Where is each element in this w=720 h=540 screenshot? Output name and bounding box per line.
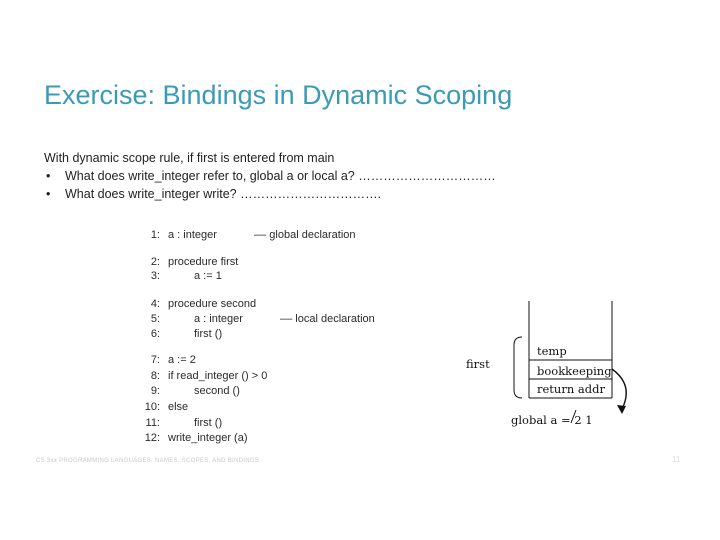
- slide-footer: CS 3xx PROGRAMMING LANGUAGES: NAMES, SCOPES, AND BINDINGS: [36, 458, 260, 464]
- line-number: 1:: [150, 229, 160, 241]
- stack-cell-return-addr: return addr: [537, 382, 605, 396]
- code-text: procedure second: [168, 298, 257, 310]
- code-text: first (): [194, 417, 223, 429]
- code-text: second (): [194, 385, 240, 397]
- code-comment: –– local declaration: [280, 313, 375, 325]
- code-comment: –– global declaration: [254, 229, 356, 241]
- bullet-marker: •: [46, 187, 51, 201]
- code-text: write_integer (a): [168, 432, 248, 444]
- code-text: else: [168, 401, 189, 413]
- intro-line: With dynamic scope rule, if first is entered from main: [44, 151, 335, 165]
- page-number: 11: [672, 455, 681, 464]
- stack-cell-temp: temp: [537, 344, 567, 358]
- line-number: 3:: [150, 270, 160, 282]
- line-number: 9:: [150, 385, 160, 397]
- line-number: 6:: [150, 328, 160, 340]
- code-text: a := 2: [168, 354, 196, 366]
- code-text: first (): [194, 328, 223, 340]
- line-number: 2:: [150, 256, 160, 268]
- code-text: a : integer: [194, 313, 243, 325]
- code-text: procedure first: [168, 256, 239, 268]
- slide-title: Exercise: Bindings in Dynamic Scoping: [44, 80, 513, 110]
- frame-label-first: first: [466, 357, 490, 371]
- frame-bracket: [514, 337, 522, 398]
- line-number: 5:: [150, 313, 160, 325]
- bullet-text: What does write_integer refer to, global a or local a? ……………………………: [65, 169, 496, 183]
- line-number: 7:: [150, 354, 160, 366]
- stack-cell-bookkeeping: bookkeeping: [537, 364, 612, 378]
- code-text: a := 1: [194, 270, 222, 282]
- line-number: 4:: [150, 298, 160, 310]
- bullet-marker: •: [46, 169, 51, 183]
- return-arrow-head: [617, 405, 626, 414]
- code-text: if read_integer () > 0: [168, 370, 268, 382]
- code-text: a : integer: [168, 229, 217, 241]
- line-number: 10:: [144, 401, 160, 413]
- line-number: 12:: [144, 432, 160, 444]
- line-number: 11:: [145, 417, 160, 429]
- line-number: 8:: [150, 370, 160, 382]
- bullet-text: What does write_integer write? …………………………….: [65, 187, 382, 201]
- global-a-label: global a = 2 1: [511, 413, 593, 427]
- return-arrow: [612, 369, 626, 409]
